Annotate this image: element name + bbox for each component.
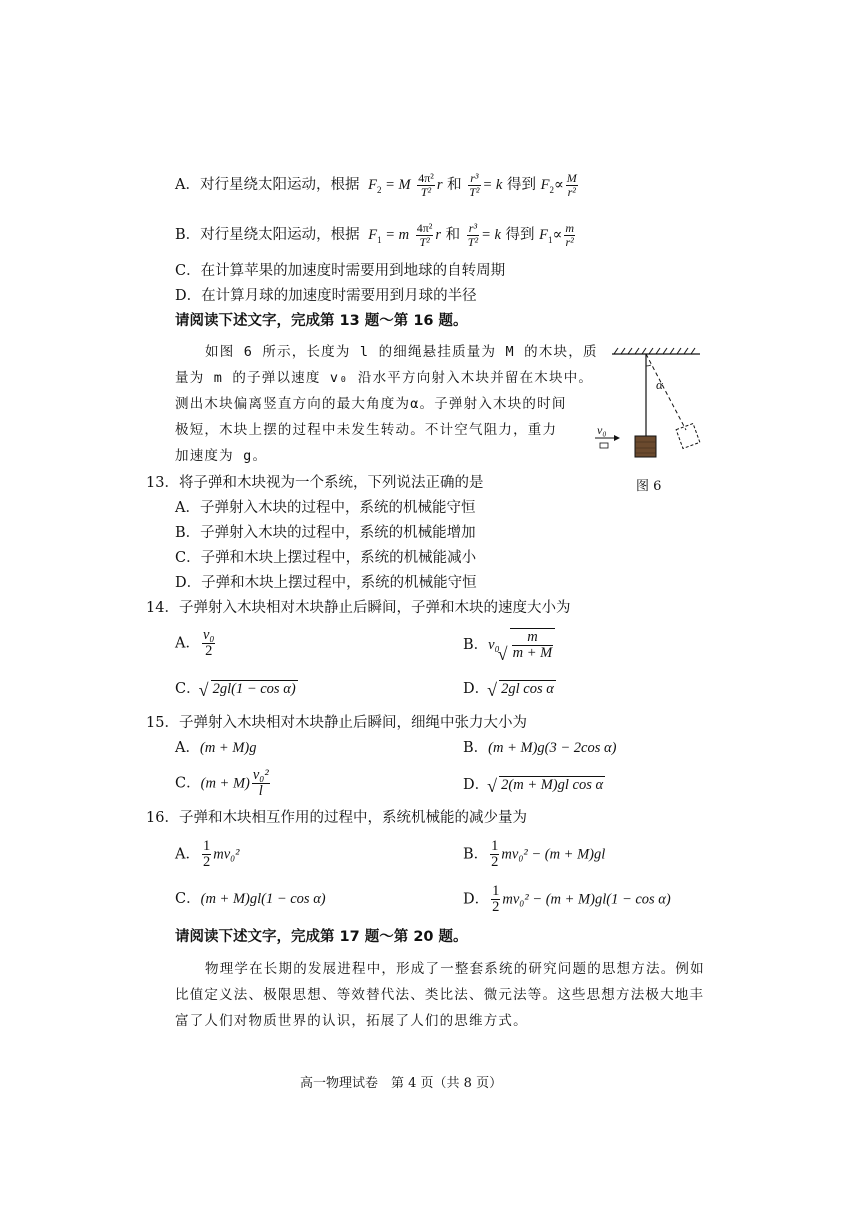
q13-option-c: C．子弹和木块上摆过程中，系统的机械能减小 bbox=[175, 550, 477, 566]
fraction: $\frac{\text{v₀²}}{l}$ bbox=[252, 767, 269, 800]
question-13-stem: 13．将子弹和木块视为一个系统，下列说法正确的是 bbox=[146, 475, 484, 491]
formula: v₀ bbox=[488, 637, 500, 654]
formula: (m + M)gl(1 − cos α) bbox=[200, 891, 326, 907]
q12-option-c bbox=[175, 264, 505, 279]
q12-option-d bbox=[175, 289, 477, 304]
option-label: A． bbox=[175, 846, 200, 863]
option-label: D． bbox=[463, 891, 490, 908]
option-label: A． bbox=[175, 740, 200, 756]
option-text: 在计算苹果的加速度时需要用到地球的自转周期 bbox=[200, 263, 506, 279]
option-label: D． bbox=[175, 288, 202, 304]
square-root: √ 2gl(1 − cos α) bbox=[201, 680, 298, 697]
option-label: C． bbox=[175, 263, 201, 279]
conjunction: 和 bbox=[447, 177, 462, 194]
section-heading-13-16: 请阅读下述文字，完成第 13 题～第 16 题。 bbox=[175, 313, 468, 329]
passage-line: 如图 6 所示，长度为 l 的细绳悬挂质量为 M 的木块，质 bbox=[205, 344, 598, 360]
option-label: D． bbox=[463, 681, 490, 697]
formula: $F_2\propto$ bbox=[540, 177, 564, 195]
option-text: 在计算月球的加速度时需要用到月球的半径 bbox=[201, 288, 477, 304]
option-label: C． bbox=[175, 891, 201, 907]
passage-line: 量为 m 的子弹以速度 v₀ 沿水平方向射入木块并留在木块中。 bbox=[175, 370, 594, 386]
q14-option-c bbox=[175, 680, 298, 697]
square-root: √ $\frac{m}{m + M}$ bbox=[500, 628, 556, 661]
option-label: A． bbox=[175, 177, 200, 194]
q12-option-b bbox=[175, 222, 577, 248]
figure-6-pendulum bbox=[590, 340, 710, 470]
passage-line: 加速度为 g。 bbox=[175, 448, 268, 464]
question-16-stem: 16．子弹和木块相互作用的过程中，系统机械能的减少量为 bbox=[146, 810, 527, 826]
q16-option-a bbox=[175, 839, 240, 870]
fraction: $\frac{\text{4π²}}{\text{T²}}$ bbox=[416, 221, 433, 249]
formula: (m + M)g bbox=[199, 740, 257, 756]
passage-line: 比值定义法、极限思想、等效替代法、类比法、微元法等。这些思想方法极大地丰 bbox=[175, 987, 705, 1003]
formula: mv₀² bbox=[213, 846, 240, 863]
fraction: $\frac{\text{v₀}}{2}$ bbox=[202, 627, 215, 660]
formula: $F_1 = m$ bbox=[368, 227, 410, 245]
formula: $F_2 = M$ bbox=[368, 177, 411, 195]
option-label: A． bbox=[175, 635, 200, 652]
formula: (m + M)g(3 − 2cos α) bbox=[488, 740, 617, 756]
option-label: B． bbox=[463, 846, 489, 863]
option-label: B． bbox=[463, 740, 489, 756]
fraction: $\frac{m}{\text{r²}}$ bbox=[565, 221, 574, 249]
square-root: √ 2gl cos α bbox=[489, 680, 556, 697]
formula: r bbox=[436, 177, 443, 194]
conjunction: 得到 bbox=[506, 177, 536, 194]
question-14-stem: 14．子弹射入木块相对木块静止后瞬间，子弹和木块的速度大小为 bbox=[146, 600, 571, 616]
formula: mv₀² − (m + M)gl bbox=[501, 846, 606, 863]
q15-option-a bbox=[175, 741, 256, 756]
angle-label: α bbox=[656, 377, 663, 392]
formula: = k bbox=[481, 227, 501, 244]
section-heading-17-20: 请阅读下述文字，完成第 17 题～第 20 题。 bbox=[175, 929, 468, 945]
option-label: C． bbox=[175, 775, 201, 792]
formula: = k bbox=[482, 177, 503, 194]
conjunction: 得到 bbox=[505, 227, 535, 244]
square-root: √ 2(m + M)gl cos α bbox=[489, 776, 605, 793]
q13-option-d: D．子弹和木块上摆过程中，系统的机械能守恒 bbox=[175, 575, 477, 591]
q13-option-a: A．子弹射入木块的过程中，系统的机械能守恒 bbox=[175, 500, 476, 516]
fraction: $\frac{\text{r³}}{\text{T²}}$ bbox=[469, 171, 480, 199]
formula: mv₀² − (m + M)gl(1 − cos α) bbox=[502, 891, 671, 908]
option-label: B． bbox=[175, 227, 201, 244]
passage-line: 物理学在长期的发展进程中，形成了一整套系统的研究问题的思想方法。例如 bbox=[205, 961, 705, 977]
conjunction: 和 bbox=[445, 227, 461, 244]
q14-option-b bbox=[463, 628, 555, 661]
q15-option-d bbox=[463, 776, 605, 793]
option-label: B． bbox=[463, 637, 489, 654]
q15-option-c bbox=[175, 768, 272, 799]
fraction: $\frac{M}{\text{r²}}$ bbox=[566, 171, 577, 199]
fraction: $\frac{1}{2}$ bbox=[491, 838, 499, 871]
page-footer: 高一物理试卷 第 4 页（共 8 页） bbox=[300, 1076, 503, 1091]
option-label: D． bbox=[463, 777, 490, 793]
formula: (m + M) bbox=[200, 775, 250, 792]
formula: r bbox=[435, 227, 442, 244]
q14-option-a bbox=[175, 628, 217, 659]
velocity-label: v₀ bbox=[597, 423, 607, 437]
q16-option-c bbox=[175, 892, 326, 907]
q15-option-b bbox=[463, 741, 616, 756]
fraction: $\frac{1}{2}$ bbox=[492, 883, 500, 916]
q16-option-d bbox=[463, 884, 671, 915]
fraction: $\frac{\text{r³}}{\text{T²}}$ bbox=[467, 221, 479, 249]
figure-caption: 图 6 bbox=[636, 479, 662, 494]
fraction: $\frac{\text{4π²}}{\text{T²}}$ bbox=[418, 171, 434, 199]
option-text: 对行星绕太阳运动，根据 bbox=[199, 177, 360, 194]
q13-option-b: B．子弹射入木块的过程中，系统的机械能增加 bbox=[175, 525, 476, 541]
option-label: C． bbox=[175, 681, 201, 697]
q14-option-d bbox=[463, 680, 556, 697]
q16-option-b bbox=[463, 839, 605, 870]
formula: $F_1\propto$ bbox=[539, 227, 563, 245]
passage-line: 富了人们对物质世界的认识，拓展了人们的思维方式。 bbox=[175, 1013, 528, 1029]
q12-option-a bbox=[175, 172, 580, 198]
question-15-stem: 15．子弹射入木块相对木块静止后瞬间，细绳中张力大小为 bbox=[146, 715, 527, 731]
passage-line: 极短，木块上摆的过程中未发生转动。不计空气阻力，重力 bbox=[175, 422, 558, 438]
fraction: $\frac{1}{2}$ bbox=[202, 838, 211, 871]
option-text: 对行星绕太阳运动，根据 bbox=[200, 227, 360, 244]
passage-line: 测出木块偏离竖直方向的最大角度为α。子弹射入木块的时间 bbox=[175, 396, 567, 412]
